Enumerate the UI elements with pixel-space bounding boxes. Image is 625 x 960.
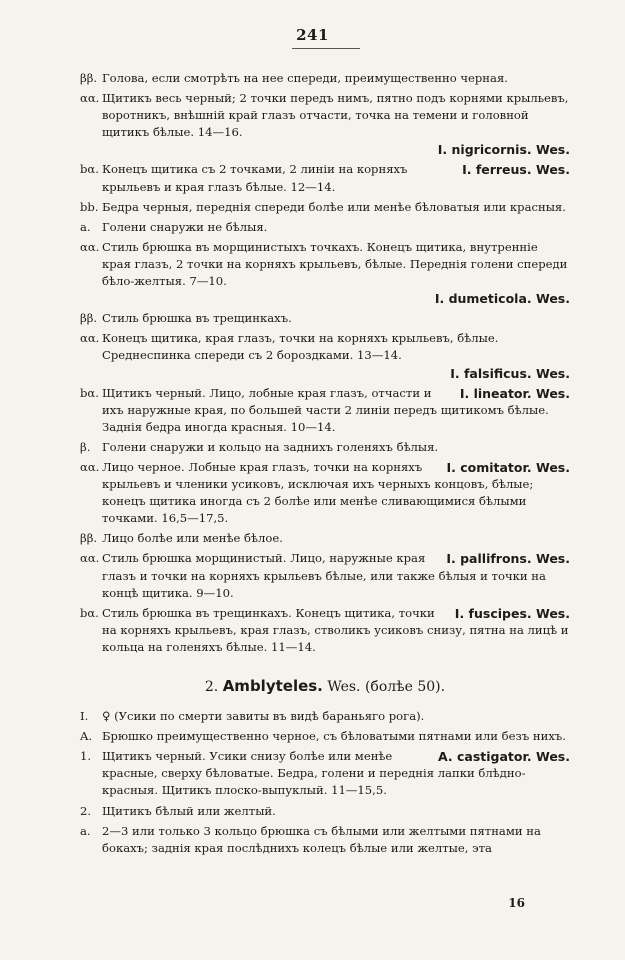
key-entry	[80, 459, 570, 527]
entry-key: 1.	[80, 749, 92, 764]
species-name: I. comitator. Wes.	[446, 459, 570, 475]
entry-key: 2.	[80, 803, 92, 818]
species-name: I. dumeticola. Wes.	[434, 291, 570, 307]
key-entry	[80, 803, 570, 820]
key-entry	[80, 310, 570, 327]
key-entry	[80, 385, 570, 436]
key-entry	[80, 550, 570, 601]
species-name: I. ferreus. Wes.	[462, 162, 570, 178]
entry-text: Стиль брюшка въ трещинкахъ.	[102, 311, 292, 326]
key-entry	[80, 219, 570, 236]
entry-text: Щитикъ весь черный; 2 точки передъ нимъ, пятно подъ корнями крыльевъ, воротникъ, внѣшній край глазъ отчасти, точка на темени и головной щитикъ бѣлые. 14—16.	[102, 91, 569, 140]
heading-number: 2.	[204, 679, 219, 695]
species-name: A. castigator. Wes.	[438, 749, 570, 765]
entry-key: αα.	[80, 459, 100, 474]
entry-key: bb.	[80, 199, 99, 214]
key-entry	[80, 439, 570, 456]
entry-text: Конецъ щитика съ 2 точками, 2 линіи на корняхъ крыльевъ и края глазъ бѣлые. 12—14.	[102, 162, 408, 194]
entry-text: Лицо болѣе или менѣе бѣлое.	[102, 531, 283, 546]
entry-key: αα.	[80, 239, 100, 254]
heading-genus: Amblyteles.	[222, 677, 323, 695]
entry-key: A.	[80, 729, 93, 744]
key-entry	[80, 239, 570, 307]
entry-key: αα.	[80, 551, 100, 566]
entry-key: ββ.	[80, 71, 98, 85]
species-name: I. fuscipes. Wes.	[454, 605, 570, 621]
key-entry	[80, 605, 570, 656]
entry-text: Голени снаружи не бѣлыя.	[102, 219, 268, 234]
entry-key: a.	[80, 823, 91, 838]
page-number: 241	[296, 26, 329, 44]
key-entry	[80, 70, 570, 87]
signature-mark: 16	[508, 896, 525, 910]
entry-text: Конецъ щитика, края глазъ, точки на корняхъ крыльевъ, бѣлые. Среднеспинка спереди съ 2 бороздками. 13—14.	[102, 331, 499, 363]
entry-text: 2—3 или только 3 кольцо брюшка съ бѣлыми или желтыми пятнами на бокахъ; заднія края послѣднихъ колецъ бѣлые или желтые, эта	[102, 823, 541, 855]
key-text	[80, 70, 570, 857]
entry-key: ββ.	[80, 531, 98, 546]
species-name: I. nigricornis. Wes.	[437, 142, 570, 158]
entry-text: Щитикъ бѣлый или желтый.	[102, 803, 276, 818]
entry-text: Голени снаружи и кольцо на заднихъ голеняхъ бѣлыя.	[102, 439, 439, 454]
entry-key: bα.	[80, 162, 99, 177]
entry-text: Лицо черное. Лобные края глазъ, точки на корняхъ крыльевъ и членики усиковъ, исключая ихъ черныхъ концовъ, бѣлые; конецъ щитика иногда съ 2 болѣе или менѣе сливающимися бѣлыми точками. 16,5—17,5.	[102, 459, 534, 526]
entry-text: ♀ (Усики по смерти завиты въ видѣ бараньяго рога).	[102, 709, 425, 724]
entry-text: Стиль брюшка въ морщинистыхъ точкахъ. Конецъ щитика, внутренніе края глазъ, 2 точки на корняхъ крыльевъ, бѣлые. Переднія голени спереди бѣло-желтыя. 7—10.	[102, 239, 568, 289]
key-entry	[80, 708, 570, 725]
heading-rest: Wes. (болѣе 50).	[327, 679, 446, 695]
entry-text: Брюшко преимущественно черное, съ бѣловатыми пятнами или безъ нихъ.	[102, 729, 566, 744]
species-name: I. falsificus. Wes.	[450, 365, 570, 381]
entry-key: αα.	[80, 91, 100, 106]
entry-key: bα.	[80, 605, 99, 620]
species-name: I. pallifrons. Wes.	[446, 551, 570, 567]
species-name: I. lineator. Wes.	[459, 385, 570, 401]
entry-key: I.	[80, 709, 89, 724]
key-entry	[80, 161, 570, 195]
key-entry	[80, 530, 570, 547]
entry-key: a.	[80, 219, 91, 234]
entry-text: Щитикъ черный. Лицо, лобные края глазъ, отчасти и ихъ наружные края, по большей части 2 линіи передъ щитикомъ бѣлые. Заднія бедра иногда красныя. 10—14.	[102, 385, 549, 434]
entry-key: β.	[80, 439, 91, 454]
key-entries-bottom	[80, 708, 570, 857]
entry-key: ββ.	[80, 311, 98, 326]
key-entry	[80, 823, 570, 857]
key-entry	[80, 199, 570, 216]
key-entry	[80, 748, 570, 799]
header-rule	[292, 48, 360, 49]
genus-heading	[80, 678, 570, 696]
entry-text: Стиль брюшка въ трещинкахъ. Конецъ щитика, точки на корняхъ крыльевъ, края глазъ, стволикъ усиковъ снизу, пятна на лицѣ и кольца на голеняхъ бѣлые. 11—14.	[102, 605, 569, 654]
key-entries-top	[80, 70, 570, 656]
entry-text: Стиль брюшка морщинистый. Лицо, наружные края глазъ и точки на корняхъ крыльевъ бѣлые, или также бѣлыя и точки на концѣ щитика. 9—10.	[102, 551, 546, 600]
key-entry	[80, 728, 570, 745]
entry-text: Голова, если смотрѣть на нее спереди, преимущественно черная.	[102, 71, 508, 85]
key-entry	[80, 90, 570, 158]
entry-text: Бедра черныя, переднія спереди болѣе или менѣе бѣловатыя или красныя.	[102, 199, 566, 214]
entry-key: bα.	[80, 385, 99, 400]
entry-text: Щитикъ черный. Усики снизу болѣе или менѣе красные, сверху бѣловатые. Бедра, голени и переднія лапки блѣдно-красныя. Щитикъ плоско-выпуклый. 11—15,5.	[102, 749, 526, 798]
entry-key: αα.	[80, 331, 100, 346]
key-entry	[80, 330, 570, 381]
